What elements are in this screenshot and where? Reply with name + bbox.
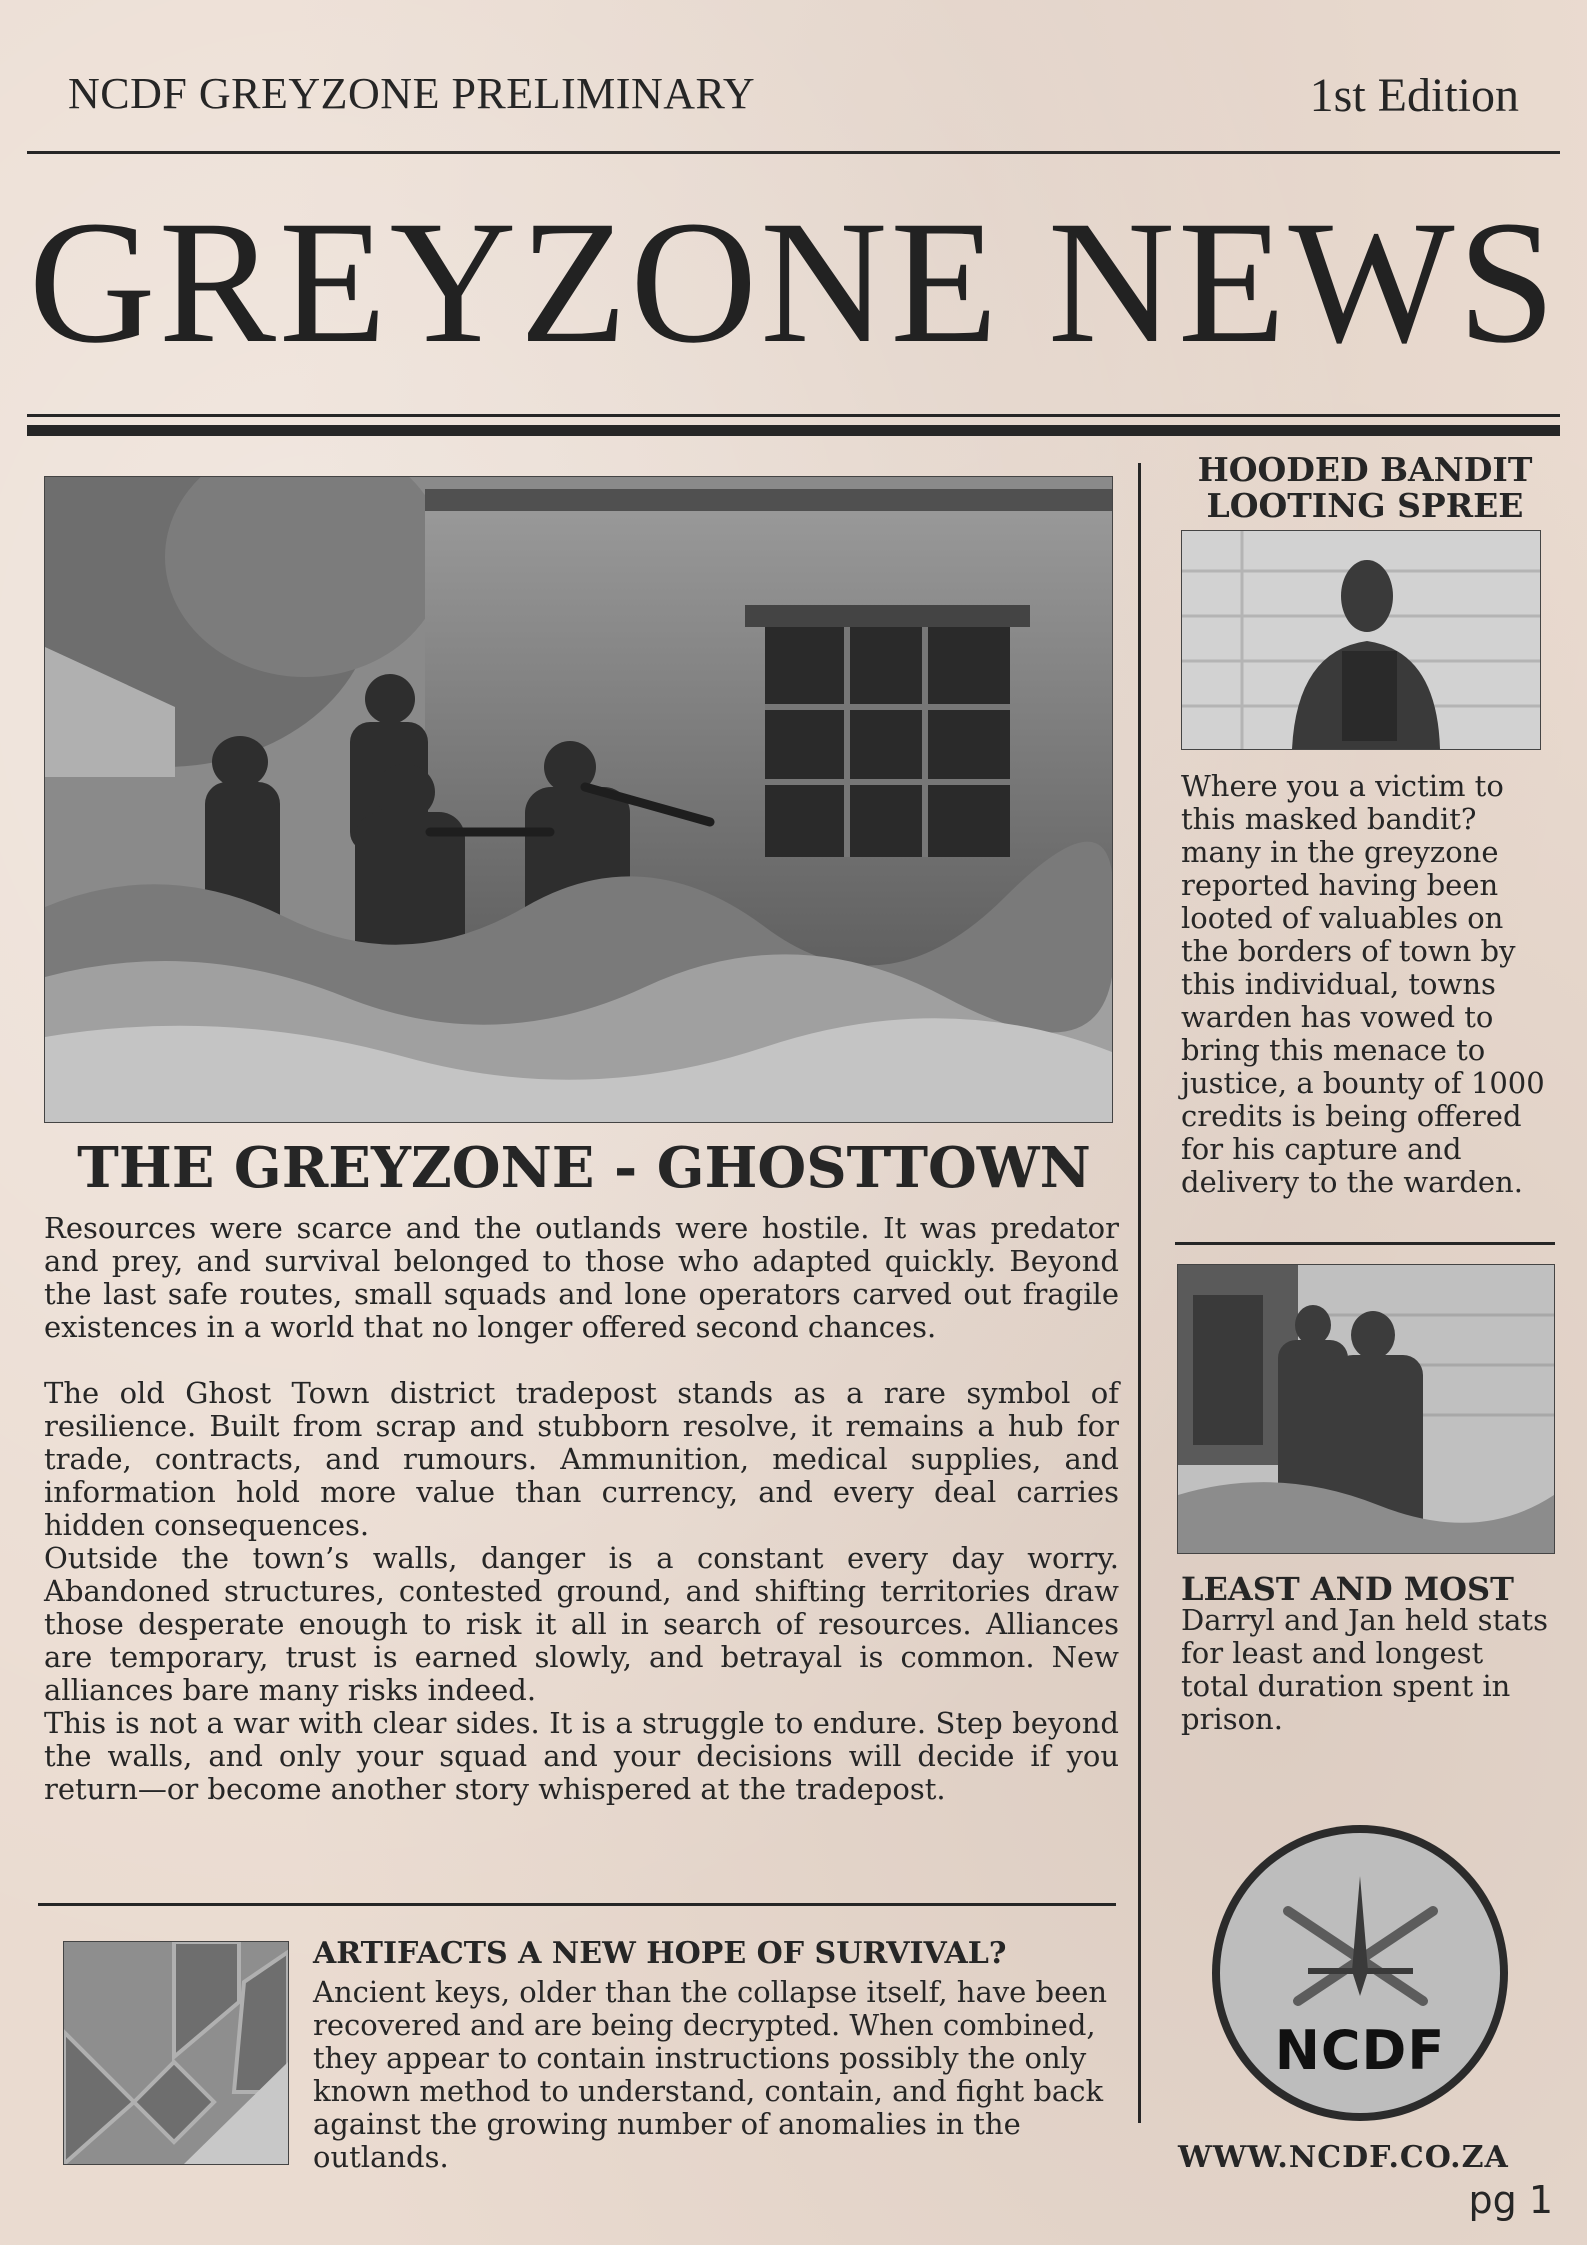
- main-story-paragraph: The old Ghost Town district tradepost stands as a rare symbol of resilience. Built from scrap and stubborn resolve, it remains a hub for trade, contracts, and rumours. Ammunition, medical supplies, and information hold more value than currency, and every deal carries hidden consequences.: [44, 1376, 1119, 1542]
- main-story-headline: THE GREYZONE - GHOSTTOWN: [77, 1135, 1091, 1201]
- least-most-headline: LEAST AND MOST: [1181, 1570, 1514, 1608]
- main-story-paragraph: Resources were scarce and the outlands were hostile. It was predator and prey, and survival belonged to those who adapted quickly. Beyond the last safe routes, small squads and lone operators carved out fragile existences in a world that no longer offered second chances.: [44, 1211, 1119, 1344]
- edition-label: NCDF GREYZONE PRELIMINARY: [68, 69, 756, 118]
- edition-number: 1st Edition: [1309, 69, 1519, 122]
- main-story-divider: [38, 1903, 1116, 1906]
- bandit-story-divider: [1175, 1242, 1555, 1245]
- masthead-rule-thick: [27, 425, 1560, 436]
- website-url: WWW.NCDF.CO.ZA: [1178, 2140, 1509, 2175]
- least-most-photo: [1177, 1264, 1555, 1554]
- page-number: pg 1: [1468, 2178, 1553, 2222]
- bandit-story-body: Where you a victim to this masked bandit? many in the greyzone reported having been looted of valuables on the borders of town by this individual, towns warden has vowed to bring this menace to justice, a bounty of 1000 credits is being offered for his capture and delivery to the warden.: [1181, 769, 1545, 1199]
- artifacts-body: Ancient keys, older than the collapse itself, have been recovered and are being decrypted. When combined, they appear to contain instructions possibly the only known method to understand, contain, and fight back against the growing number of anomalies in the outlands.: [313, 1975, 1108, 2174]
- ncdf-logo-text: NCDF: [1274, 2019, 1446, 2082]
- ncdf-logo: [1208, 1821, 1512, 2125]
- bandit-photo: [1181, 530, 1541, 750]
- header-rule: [27, 151, 1560, 154]
- main-story-paragraph: This is not a war with clear sides. It is a struggle to endure. Step beyond the walls, and only your squad and your decisions will decide if you return—or become another story whispered at the tradepost.: [44, 1706, 1119, 1806]
- main-story-photo: [44, 476, 1113, 1123]
- main-story-paragraph: Outside the town’s walls, danger is a constant every day worry. Abandoned structures, contested ground, and shifting territories draw those desperate enough to risk it all in search of resources. Alliances are temporary, trust is earned slowly, and betrayal is common. New alliances bare many risks indeed.: [44, 1541, 1119, 1707]
- masthead-title: GREYZONE NEWS: [28, 185, 1559, 380]
- column-divider: [1138, 463, 1141, 2123]
- artifacts-photo: [63, 1941, 289, 2165]
- least-most-body: Darryl and Jan held stats for least and longest total duration spent in prison.: [1181, 1603, 1548, 1736]
- bandit-story-headline: HOODED BANDIT LOOTING SPREE: [1197, 450, 1533, 525]
- masthead-rule-thin: [27, 414, 1560, 417]
- main-story-body: [44, 1212, 1119, 1806]
- artifacts-headline: ARTIFACTS A NEW HOPE OF SURVIVAL?: [313, 1936, 1007, 1971]
